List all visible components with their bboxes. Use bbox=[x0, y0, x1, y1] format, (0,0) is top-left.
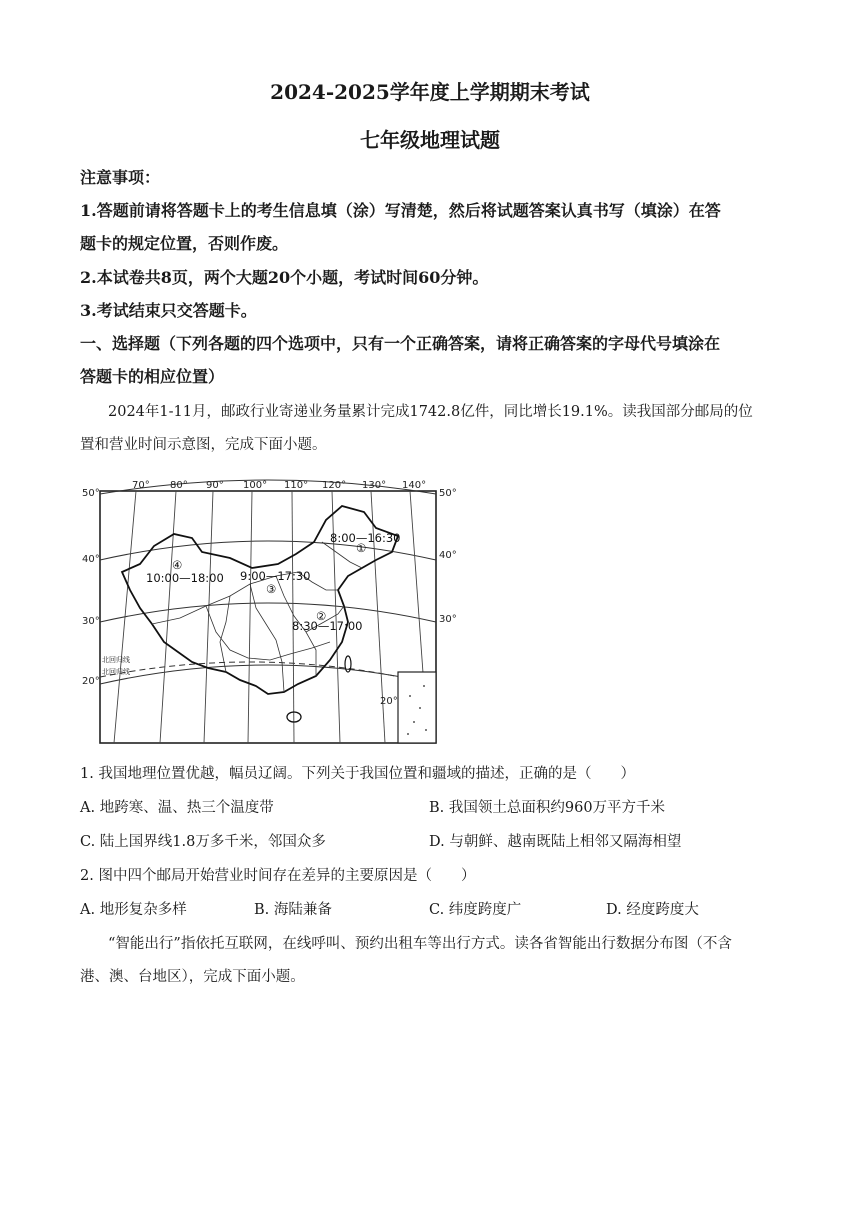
question-2-stem: 2. 图中四个邮局开始营业时间存在差异的主要原因是（ ） bbox=[80, 868, 476, 884]
passage1-line2: 置和营业时间示意图，完成下面小题。 bbox=[80, 437, 327, 453]
longitude-label: 70° bbox=[132, 480, 150, 491]
longitude-label: 90° bbox=[206, 480, 224, 491]
question-2-option-d: D. 经度跨度大 bbox=[606, 902, 699, 918]
longitude-label: 110° bbox=[284, 480, 309, 491]
question-2-option-b: B. 海陆兼备 bbox=[254, 902, 332, 918]
passage2-line1: “智能出行”指依托互联网，在线呼叫、预约出租车等出行方式。读各省智能出行数据分布图（不含 bbox=[108, 936, 732, 952]
question-1-option-c: C. 陆上国界线1.8万多千米，邻国众多 bbox=[80, 834, 326, 850]
office-marker-4: ④ bbox=[172, 558, 183, 572]
latitude-label: 20° bbox=[380, 696, 398, 707]
latitude-label: 40° bbox=[82, 554, 100, 565]
office-hours-2: 8:30—17:00 bbox=[292, 619, 363, 633]
question-1-option-b: B. 我国领土总面积约960万平方千米 bbox=[429, 800, 666, 816]
office-hours-1: 8:00—16:30 bbox=[330, 531, 401, 545]
question-1-option-d: D. 与朝鲜、越南既陆上相邻又隔海相望 bbox=[429, 834, 682, 850]
latitude-label: 50° bbox=[439, 488, 457, 499]
office-marker-2: ② bbox=[316, 609, 327, 623]
tropic-label: 北回归线 bbox=[102, 656, 130, 664]
latitude-label: 20° bbox=[82, 676, 100, 687]
note-item-1-line2: 题卡的规定位置，否则作废。 bbox=[80, 234, 289, 253]
office-marker-1: ① bbox=[356, 541, 367, 555]
section-heading-line2: 答题卡的相应位置） bbox=[80, 367, 225, 386]
question-2-option-a: A. 地形复杂多样 bbox=[80, 902, 187, 918]
south-china-sea-inset bbox=[398, 672, 436, 743]
longitude-label: 80° bbox=[170, 480, 188, 491]
tropic-label: 北回归线 bbox=[102, 668, 130, 676]
office-hours-4: 10:00—18:00 bbox=[146, 571, 224, 585]
exam-subtitle: 七年级地理试题 bbox=[360, 128, 500, 152]
latitude-label: 50° bbox=[82, 488, 100, 499]
longitude-label: 140° bbox=[402, 480, 427, 491]
longitude-label: 100° bbox=[243, 480, 268, 491]
passage2-line2: 港、澳、台地区），完成下面小题。 bbox=[80, 969, 305, 985]
question-2-option-c: C. 纬度跨度广 bbox=[429, 902, 522, 918]
note-item-3: 3.考试结束只交答题卡。 bbox=[80, 301, 257, 320]
longitude-label: 130° bbox=[362, 480, 387, 491]
question-1-stem: 1. 我国地理位置优越，幅员辽阔。下列关于我国位置和疆域的描述，正确的是（ ） bbox=[80, 766, 635, 782]
latitude-label: 30° bbox=[82, 616, 100, 627]
longitude-label: 120° bbox=[322, 480, 347, 491]
latitude-label: 30° bbox=[439, 614, 457, 625]
question-1-option-a: A. 地跨寒、温、热三个温度带 bbox=[80, 800, 274, 816]
office-hours-3: 9:00—17:30 bbox=[240, 569, 311, 583]
latitude-label: 40° bbox=[439, 550, 457, 561]
note-item-1-line1: 1.答题前请将答题卡上的考生信息填（涂）写清楚，然后将试题答案认真书写（填涂）在答 bbox=[80, 201, 721, 220]
note-item-2: 2.本试卷共8页，两个大题20个小题，考试时间60分钟。 bbox=[80, 268, 489, 287]
section-heading-line1: 一、选择题（下列各题的四个选项中，只有一个正确答案，请将正确答案的字母代号填涂在 bbox=[80, 334, 721, 353]
office-marker-3: ③ bbox=[266, 582, 277, 596]
exam-title: 2024-2025学年度上学期期末考试 bbox=[270, 80, 590, 104]
passage1-line1: 2024年1-11月，邮政行业寄递业务量累计完成1742.8亿件，同比增长19.1%。读我国部分邮局的位 bbox=[108, 404, 753, 420]
notes-heading: 注意事项： bbox=[80, 168, 161, 187]
china-post-office-map bbox=[80, 472, 460, 746]
map-figure bbox=[80, 472, 460, 746]
